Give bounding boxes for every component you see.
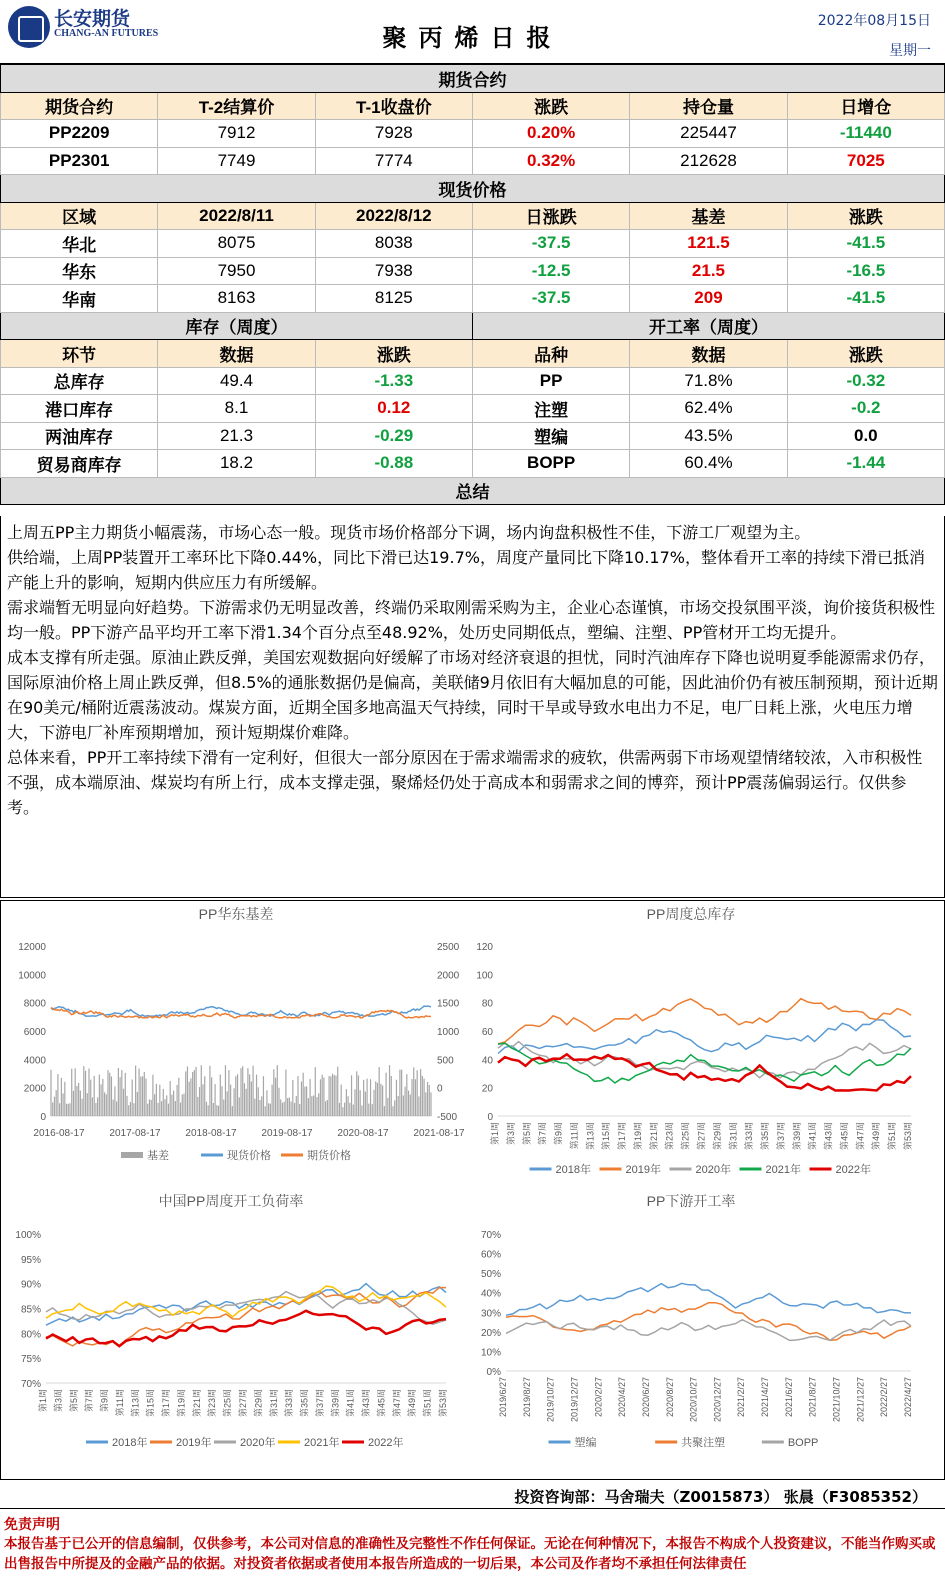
x-tick-label: 第19周 (176, 1389, 187, 1418)
x-tick-label: 2022/2/27 (879, 1377, 890, 1418)
x-tick-label: 2020/4/27 (617, 1377, 628, 1418)
y-tick-label: 8000 (23, 998, 46, 1010)
column-header: 持仓量 (630, 92, 787, 120)
disclaimer-title: 免责声明 (4, 1517, 60, 1533)
table-cell: 8038 (315, 230, 472, 258)
x-tick-label: 第11周 (569, 1122, 580, 1150)
change-cell: 0.0 (787, 422, 944, 450)
y-tick-label: 80 (481, 998, 493, 1010)
x-tick-label: 第45周 (376, 1389, 387, 1418)
section-title: 总结 (1, 477, 945, 505)
column-header: 数据 (630, 340, 787, 368)
region-name: 华东 (1, 257, 158, 285)
x-tick-label: 第41周 (345, 1389, 356, 1418)
x-tick-label: 2019/8/27 (521, 1377, 532, 1418)
table-cell: 7928 (315, 120, 472, 148)
y-tick-label: 2000 (23, 1083, 46, 1095)
x-tick-label: 2022/4/27 (903, 1377, 913, 1418)
legend-label: 基差 (147, 1150, 169, 1162)
y-tick-label: 500 (437, 1055, 454, 1067)
x-tick-label: 第15周 (601, 1122, 612, 1151)
region-name: 华南 (1, 285, 158, 313)
x-tick-label: 2021-08-17 (413, 1128, 465, 1139)
column-header: 基差 (630, 202, 787, 230)
column-header: 涨跌 (787, 202, 944, 230)
y-tick-label: 120 (476, 942, 493, 953)
table-cell: 7912 (158, 120, 315, 148)
x-tick-label: 第25周 (222, 1389, 233, 1418)
table-cell: 贸易商库存 (1, 450, 158, 478)
legend-label: 2020年 (695, 1164, 731, 1176)
change-cell: -37.5 (472, 285, 629, 313)
x-tick-label: 2020/10/27 (688, 1377, 699, 1423)
x-tick-label: 第5周 (68, 1389, 79, 1413)
report-title: 聚丙烯日报 (382, 24, 563, 52)
data-tables (0, 64, 945, 505)
x-tick-label: 第33周 (284, 1389, 295, 1418)
x-tick-label: 第43周 (823, 1122, 834, 1151)
column-header: 涨跌 (472, 92, 629, 120)
change-cell: -0.32 (787, 367, 944, 395)
table-cell: PP (472, 367, 629, 395)
table-cell: 8.1 (158, 395, 315, 423)
chart-title: PP下游开工率 (646, 1193, 736, 1209)
x-tick-label: 第7周 (537, 1122, 548, 1146)
basis-cell: 209 (630, 285, 787, 313)
change-cell: -0.88 (315, 450, 472, 478)
x-tick-label: 第13周 (585, 1122, 596, 1151)
x-tick-label: 2020-08-17 (337, 1128, 389, 1139)
y-tick-label: 40 (481, 1055, 493, 1067)
change-cell: 0.20% (472, 120, 629, 148)
y-tick-label: 60 (481, 1027, 493, 1038)
table-cell: 塑编 (472, 422, 629, 450)
column-header: 环节 (1, 340, 158, 368)
table-cell: 60.4% (630, 450, 787, 478)
x-tick-label: 2019/10/27 (545, 1377, 556, 1423)
x-tick-label: 2020/2/27 (593, 1377, 604, 1418)
legend-label: 2022年 (368, 1437, 404, 1449)
x-tick-label: 第23周 (664, 1122, 675, 1151)
report-weekday: 星期一 (889, 43, 931, 59)
x-tick-label: 第45周 (839, 1122, 850, 1151)
x-tick-label: 2021/4/27 (760, 1377, 771, 1418)
chart-title: 中国PP周度开工负荷率 (158, 1193, 304, 1209)
table-cell: 43.5% (630, 422, 787, 450)
y-tick-label: -500 (437, 1112, 458, 1123)
series-line (498, 1054, 911, 1090)
consult-info: 投资咨询部：马舍瑞夫（Z0015873） 张晨（F3085352） (514, 1488, 927, 1506)
x-tick-label: 第5周 (521, 1122, 532, 1146)
x-tick-label: 2020/6/27 (640, 1377, 651, 1418)
table-cell: 7774 (315, 147, 472, 175)
y-tick-label: 1000 (437, 1027, 460, 1038)
change-cell: -0.29 (315, 422, 472, 450)
table-cell: 18.2 (158, 450, 315, 478)
company-name-cn: 长安期货 (54, 8, 131, 30)
y-tick-label: 4000 (23, 1055, 46, 1067)
change-cell: -1.33 (315, 367, 472, 395)
change-cell: -41.5 (787, 285, 944, 313)
change-cell: 0.32% (472, 147, 629, 175)
x-tick-label: 第27周 (238, 1389, 248, 1418)
x-tick-label: 第37周 (775, 1122, 786, 1151)
x-tick-label: 第29周 (253, 1389, 264, 1418)
series-line (46, 1284, 446, 1326)
y-tick-label: 50% (480, 1269, 501, 1281)
y-tick-label: 100 (476, 970, 493, 982)
x-tick-label: 2019-08-17 (261, 1128, 313, 1139)
series-line (506, 1283, 911, 1315)
y-tick-label: 95% (20, 1254, 41, 1266)
y-tick-label: 40% (480, 1288, 501, 1300)
change-cell: 0.12 (315, 395, 472, 423)
column-header: 涨跌 (787, 340, 944, 368)
series-line (498, 999, 911, 1044)
table-row (1, 257, 945, 285)
table-row (1, 230, 945, 258)
table-cell: 8163 (158, 285, 315, 313)
table-row (1, 367, 945, 395)
charts-svg (1, 901, 944, 1479)
y-tick-label: 70% (480, 1230, 501, 1241)
x-tick-label: 2020/12/27 (712, 1377, 723, 1423)
column-header: 涨跌 (315, 340, 472, 368)
x-tick-label: 2018-08-17 (185, 1128, 237, 1139)
section-title: 现货价格 (1, 175, 945, 203)
x-tick-label: 第15周 (145, 1389, 156, 1418)
x-tick-label: 第1周 (490, 1122, 500, 1146)
x-tick-label: 第3周 (505, 1122, 516, 1146)
x-tick-label: 第3周 (53, 1389, 64, 1413)
y-tick-label: 0 (437, 1083, 443, 1095)
table-cell: 8125 (315, 285, 472, 313)
x-tick-label: 第47周 (855, 1122, 866, 1151)
x-tick-label: 第39周 (791, 1122, 802, 1151)
x-tick-label: 2021/2/27 (736, 1377, 747, 1418)
y-tick-label: 80% (20, 1329, 41, 1341)
column-header: 日涨跌 (472, 202, 629, 230)
y-tick-label: 20% (480, 1327, 501, 1339)
y-tick-label: 75% (20, 1354, 41, 1366)
summary-paragraph: 上周五PP主力期货小幅震荡，市场心态一般。现货市场价格部分下调，场内询盘积极性不佳，下游工厂观望为主。 (7, 523, 811, 542)
change-cell: -37.5 (472, 230, 629, 258)
table-cell: 71.8% (630, 367, 787, 395)
x-tick-label: 第37周 (314, 1389, 325, 1418)
y-tick-label: 10000 (18, 970, 46, 982)
section-title: 期货合约 (1, 65, 945, 93)
change-cell: -41.5 (787, 230, 944, 258)
section-title: 开工率（周度） (472, 312, 944, 340)
x-tick-label: 第23周 (207, 1389, 218, 1418)
x-tick-label: 第51周 (422, 1389, 433, 1418)
x-tick-label: 2021/6/27 (783, 1377, 794, 1418)
table-cell: 7938 (315, 257, 472, 285)
table-row (1, 120, 945, 148)
x-tick-label: 第53周 (903, 1122, 913, 1151)
legend-label: 2021年 (304, 1437, 340, 1449)
x-tick-label: 第27周 (696, 1122, 707, 1151)
x-tick-label: 第41周 (807, 1122, 818, 1151)
x-tick-label: 第17周 (617, 1122, 628, 1151)
y-tick-label: 100% (15, 1230, 41, 1241)
x-tick-label: 第49周 (407, 1389, 418, 1418)
legend-label: 2021年 (765, 1164, 801, 1176)
table-row (1, 147, 945, 175)
y-tick-label: 0% (486, 1367, 501, 1378)
x-tick-label: 2021/12/27 (855, 1377, 866, 1423)
column-header: T-2结算价 (158, 92, 315, 120)
region-name: 华北 (1, 230, 158, 258)
x-tick-label: 第13周 (130, 1389, 141, 1418)
charts-area (0, 900, 945, 1480)
column-header: 区域 (1, 202, 158, 230)
divider (0, 1508, 945, 1509)
column-header: 日增仓 (787, 92, 944, 120)
y-tick-label: 30% (480, 1308, 501, 1320)
y-tick-label: 2500 (437, 942, 460, 953)
y-tick-label: 20 (481, 1083, 493, 1095)
table-cell: 注塑 (472, 395, 629, 423)
x-tick-label: 2019/12/27 (569, 1377, 580, 1423)
y-tick-label: 12000 (18, 942, 46, 953)
x-tick-label: 第49周 (871, 1122, 882, 1151)
change-cell: -16.5 (787, 257, 944, 285)
section-title: 库存（周度） (1, 312, 473, 340)
x-tick-label: 2017-08-17 (109, 1128, 161, 1139)
report-date: 2022年08月15日 (817, 13, 931, 29)
disclaimer-text: 本报告基于已公开的信息编制，仅供参考，本公司对信息的准确性及完整性不作任何保证。无论在何种情况下，本报告不构成个人投资建议，不能当作购买或出售报告中所提及的金融产品的依据。对投资者依据或者使用本报告所造成的一切后果，本公司及作者均不承担任何法律责任 (4, 1536, 936, 1572)
y-tick-label: 70% (20, 1379, 41, 1390)
change-cell: -0.2 (787, 395, 944, 423)
x-tick-label: 第51周 (887, 1122, 898, 1151)
legend-label: 共聚注塑 (681, 1437, 726, 1449)
chart-title: PP华东基差 (198, 906, 274, 922)
summary-paragraph: 需求端暂无明显向好趋势。下游需求仍无明显改善，终端仍采取刚需采购为主，企业心态谨慎，市场交投氛围平淡，询价接货积极性均一般。PP下游产品平均开工率下滑1.34个百分点至48.92%，处历史同期低点，塑编、注塑、PP管材开工均无提升。 (7, 598, 936, 642)
y-tick-label: 85% (20, 1304, 41, 1316)
legend-label: 2018年 (112, 1437, 148, 1449)
x-tick-label: 第53周 (438, 1389, 448, 1418)
x-tick-label: 第9周 (553, 1122, 564, 1146)
x-tick-label: 第47周 (391, 1389, 402, 1418)
summary-text (0, 516, 945, 898)
x-tick-label: 2016-08-17 (33, 1128, 85, 1139)
x-tick-label: 第29周 (712, 1122, 723, 1151)
basis-cell: 21.5 (630, 257, 787, 285)
x-tick-label: 第21周 (648, 1122, 659, 1151)
column-header: 期货合约 (1, 92, 158, 120)
change-cell: -12.5 (472, 257, 629, 285)
table-row (1, 422, 945, 450)
report-header (0, 0, 945, 64)
summary-paragraph: 供给端，上周PP装置开工率环比下降0.44%，同比下滑已达19.7%，周度产量同比下降10.17%，整体看开工率的持续下滑已抵消产能上升的影响，短期内供应压力有所缓解。 (7, 548, 925, 592)
table-cell: 21.3 (158, 422, 315, 450)
legend-label: 塑编 (574, 1437, 597, 1449)
x-tick-label: 第1周 (38, 1389, 48, 1413)
x-tick-label: 2021/10/27 (831, 1377, 842, 1423)
column-header: T-1收盘价 (315, 92, 472, 120)
x-tick-label: 第35周 (760, 1122, 771, 1151)
summary-paragraph: 成本支撑有所走强。原油止跌反弹，美国宏观数据向好缓解了市场对经济衰退的担忧，同时汽油库存下降也说明夏季能源需求仍存，国际原油价格上周止跌反弹，但8.5%的通胀数据仍是偏高，美联储9月依旧有大幅加息的可能，因此油价仍有被压制预期，预计近期在90美元/桶附近震荡波动。煤炭方面，近期全国多地高温天气持续，同时干旱或导致水电出力不足，电厂日耗上涨，火电压力增大，下游电厂补库预期增加，预计短期煤价难降。 (7, 648, 938, 742)
table-row (1, 285, 945, 313)
table-cell: 225447 (630, 120, 787, 148)
table-row (1, 395, 945, 423)
chart-title: PP周度总库存 (646, 906, 736, 922)
x-tick-label: 第43周 (361, 1389, 372, 1418)
y-tick-label: 0 (487, 1112, 493, 1123)
x-tick-label: 第7周 (84, 1389, 95, 1413)
x-tick-label: 第35周 (299, 1389, 310, 1418)
x-tick-label: 第11周 (114, 1389, 125, 1417)
column-header: 品种 (472, 340, 629, 368)
change-cell: 7025 (787, 147, 944, 175)
y-tick-label: 60% (480, 1249, 501, 1261)
table-cell: 总库存 (1, 367, 158, 395)
table-cell: BOPP (472, 450, 629, 478)
column-header: 2022/8/11 (158, 202, 315, 230)
report-footer (0, 1482, 945, 1594)
x-tick-label: 第39周 (330, 1389, 341, 1418)
y-tick-label: 1500 (437, 998, 460, 1010)
contract-name: PP2301 (1, 147, 158, 175)
table-cell: 7950 (158, 257, 315, 285)
legend-label: BOPP (787, 1437, 819, 1449)
table-cell: 8075 (158, 230, 315, 258)
y-tick-label: 10% (480, 1347, 501, 1359)
x-tick-label: 第21周 (191, 1389, 202, 1418)
series-line (506, 1303, 911, 1341)
legend-label: 现货价格 (227, 1150, 271, 1162)
table-cell: 两油库存 (1, 422, 158, 450)
x-tick-label: 2020/8/27 (664, 1377, 675, 1418)
series-line (46, 1311, 446, 1346)
legend-label: 2019年 (625, 1164, 661, 1176)
table-row (1, 450, 945, 478)
table-cell: 212628 (630, 147, 787, 175)
change-cell: -11440 (787, 120, 944, 148)
legend-label: 2018年 (555, 1164, 591, 1176)
summary-paragraph: 总体来看，PP开工率持续下滑有一定利好，但很大一部分原因在于需求端需求的疲软，供需两弱下市场观望情绪较浓，入市积极性不强，成本端原油、煤炭均有所上行，成本支撑走强，聚烯烃仍处于高成本和弱需求之间的博弈，预计PP震荡偏弱运行。仅供参考。 (7, 748, 923, 817)
table-cell: 62.4% (630, 395, 787, 423)
x-tick-label: 第19周 (632, 1122, 643, 1151)
legend-label: 2022年 (835, 1164, 871, 1176)
x-tick-label: 第25周 (680, 1122, 691, 1151)
series-line (51, 1006, 431, 1016)
y-tick-label: 2000 (437, 970, 460, 982)
contract-name: PP2209 (1, 120, 158, 148)
x-tick-label: 第9周 (99, 1389, 110, 1413)
change-cell: -1.44 (787, 450, 944, 478)
legend-label: 2020年 (240, 1437, 276, 1449)
company-name-en: CHANG-AN FUTURES (54, 28, 159, 39)
futures-table (0, 64, 945, 505)
y-tick-label: 6000 (23, 1027, 46, 1038)
x-tick-label: 2021/8/27 (807, 1377, 818, 1418)
column-header: 数据 (158, 340, 315, 368)
x-tick-label: 第17周 (161, 1389, 172, 1418)
column-header: 2022/8/12 (315, 202, 472, 230)
legend-label: 2019年 (176, 1437, 212, 1449)
table-cell: 49.4 (158, 367, 315, 395)
x-tick-label: 第31周 (728, 1122, 739, 1151)
series-line (498, 1020, 911, 1054)
y-tick-label: 90% (20, 1279, 41, 1291)
legend-label: 期货价格 (307, 1150, 351, 1162)
x-tick-label: 2019/6/27 (498, 1377, 508, 1418)
y-tick-label: 0 (40, 1112, 46, 1123)
basis-cell: 121.5 (630, 230, 787, 258)
table-cell: 港口库存 (1, 395, 158, 423)
x-tick-label: 第31周 (268, 1389, 279, 1418)
table-cell: 7749 (158, 147, 315, 175)
x-tick-label: 第33周 (744, 1122, 755, 1151)
